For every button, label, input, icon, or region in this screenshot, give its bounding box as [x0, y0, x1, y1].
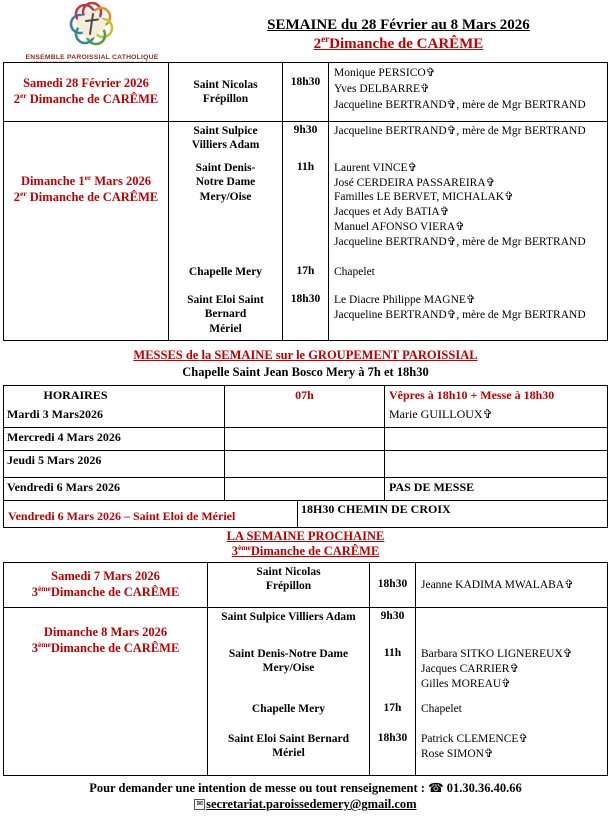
intention-line: Monique PERSICO✞ [334, 67, 436, 79]
intentions-cell [416, 700, 607, 730]
intention-line: Familles LE BERVET, MICHALAK✞ [334, 191, 514, 204]
mass-entry [169, 63, 607, 121]
phone-number: 01.30.36.40.66 [446, 781, 522, 795]
date-line [4, 190, 168, 206]
ordinal-suffix: ème [37, 639, 51, 649]
mass-entry [169, 159, 607, 263]
church-cell [169, 263, 283, 291]
mass-entry [208, 608, 607, 645]
ordinal-suffix: ème [237, 542, 251, 552]
time-cell: 18h30 [283, 291, 329, 340]
church-line: Villiers Adam [191, 139, 260, 152]
intentions-cell [416, 645, 607, 700]
church-cell [208, 645, 370, 700]
date-cell [4, 63, 169, 121]
text-segment: Samedi 7 Mars 2026 [51, 569, 160, 583]
church-cell [208, 730, 370, 775]
mass-row [4, 607, 607, 775]
mass-entries [208, 563, 607, 607]
mass-entries [208, 608, 607, 775]
intention-line: Yves DELBARRE✞ [334, 83, 430, 96]
time-cell: 18h30 [283, 63, 329, 121]
church-cell [208, 563, 370, 607]
intention-line: Laurent VINCE✞ [334, 162, 418, 174]
text-segment: 3 [31, 640, 38, 655]
church-line: Saint Eloi Saint [187, 294, 264, 306]
intention-line: Manuel AFONSO VIERA✞ [334, 220, 465, 233]
day-cell: Mercredi 4 Mars 2026 [4, 428, 225, 450]
mass-entry [169, 291, 607, 340]
horaires-row [4, 427, 607, 450]
intention-line: Gilles MOREAU✞ [421, 677, 511, 690]
date-line [4, 585, 207, 601]
time-cell: 9h30 [283, 122, 329, 159]
email-icon: ✉ [196, 799, 204, 809]
cell-07h [225, 451, 385, 477]
intentions-cell [329, 122, 607, 159]
week-subtitle [190, 36, 607, 53]
intention-line: Jeanne KADIMA MWALABA✞ [421, 579, 574, 591]
church-line: Mery/Oise [262, 662, 315, 675]
mass-entries [169, 122, 607, 340]
church-line: Mériel [272, 747, 305, 760]
church-line: Frépillon [265, 580, 312, 593]
horaires-table [3, 385, 608, 528]
horaires-body [4, 405, 607, 527]
cell-07h [225, 405, 385, 427]
special-day-cell: Vendredi 6 Mars 2026 – Saint Eloi de Mériel [4, 501, 298, 527]
cell-07h [225, 428, 385, 450]
next-week-section-title: LA SEMAINE PROCHAINE [226, 529, 385, 543]
next-week-section-subtitle [0, 544, 611, 559]
text-segment: Dimanche de CARÊME [250, 544, 380, 558]
intention-line: Chapelet [334, 266, 375, 278]
cell-vepres [385, 428, 607, 450]
time-cell: 11h [370, 645, 416, 700]
church-line: Saint Sulpice [193, 125, 258, 137]
text-segment: Samedi 28 Février 2026 [23, 76, 149, 91]
intention-line: Jacqueline BERTRAND✞, mère de Mgr BERTRAND [334, 308, 586, 321]
church-line: Bernard [204, 308, 247, 321]
text-segment: Dimanche 1 [21, 174, 85, 188]
rosette-cross-icon [59, 2, 125, 48]
church-line: Notre Dame [195, 176, 256, 189]
text-segment: Dimanche de CARÊME [26, 92, 159, 106]
church-line: Frépillon [202, 93, 249, 105]
ordinal-suffix: er [321, 34, 330, 44]
day-cell: Mardi 3 Mars2026 [4, 405, 225, 427]
ordinal-suffix: er [19, 188, 27, 198]
text-segment: Dimanche de CARÊME [329, 36, 484, 52]
church-line: Saint Denis- [195, 162, 256, 174]
date-line [4, 641, 207, 657]
church-cell [169, 159, 283, 263]
messes-section-subtitle: Chapelle Saint Jean Bosco Mery à 7h et 18h30 [182, 365, 429, 379]
cell-vepres [385, 451, 607, 477]
ordinal-suffix: ème [37, 583, 51, 593]
mass-row [4, 563, 607, 607]
date-line [4, 625, 207, 641]
mass-row [4, 63, 607, 121]
intention-line: Jacqueline BERTRAND✞, mère de Mgr BERTRAND [334, 125, 586, 137]
next-week-mass-table [3, 562, 608, 776]
text-segment: 3 [231, 544, 238, 558]
ordinal-suffix: er [19, 90, 27, 100]
parish-logo [8, 2, 176, 67]
mass-entry [208, 563, 607, 607]
contact-line [0, 780, 611, 796]
intention-line: Jacqueline BERTRAND✞, mère de Mgr BERTRAND [334, 99, 586, 112]
week-title: SEMAINE du 28 Février au 8 Mars 2026 [267, 17, 530, 33]
date-cell [4, 122, 169, 340]
text-segment: Mars 2026 [91, 174, 151, 188]
logo-org-name: ENSEMBLE PAROISSIAL CATHOLIQUE [25, 54, 159, 61]
date-cell [4, 608, 208, 775]
church-cell [169, 122, 283, 159]
time-cell: 18h30 [370, 730, 416, 775]
intentions-cell [329, 63, 607, 121]
intentions-cell [329, 263, 607, 291]
contact-text: Pour demander une intention de messe ou tout renseignement : [89, 781, 425, 795]
date-line [4, 569, 207, 585]
church-line: Saint Eloi Saint Bernard [227, 733, 350, 745]
mass-entry [208, 700, 607, 730]
horaires-row [4, 405, 607, 427]
intention-line: Le Diacre Philippe MAGNE✞ [334, 294, 476, 306]
date-cell [4, 563, 208, 607]
email-line [0, 796, 611, 812]
horaires-header-07h: 07h [225, 386, 385, 405]
time-cell: 11h [283, 159, 329, 263]
time-cell: 17h [370, 700, 416, 730]
intentions-cell [416, 608, 607, 645]
church-line: Saint Denis-Notre Dame [228, 648, 349, 660]
text-segment: 3 [31, 584, 38, 599]
phone-icon: ☎ [428, 780, 444, 795]
intention-line: Jacqueline BERTRAND✞, mère de Mgr BERTRAND [334, 235, 586, 248]
text-segment: Dimanche de CARÊME [50, 640, 180, 655]
church-line: Saint Sulpice Villiers Adam [221, 611, 356, 623]
horaires-row [4, 450, 607, 477]
mass-entries [169, 63, 607, 121]
intention-line: Jacques et Ady BATIA✞ [334, 206, 450, 219]
week-mass-table [3, 62, 608, 341]
special-value-cell: 18H30 CHEMIN DE CROIX [301, 502, 451, 516]
church-line: Chapelle Mery [251, 703, 326, 715]
intention-line: Jacques CARRIER✞ [421, 662, 520, 675]
intentions-cell [329, 291, 607, 340]
mass-row [4, 121, 607, 340]
horaires-header-row [4, 386, 607, 405]
church-line: Saint Nicolas [256, 566, 321, 578]
email-link[interactable]: secretariat.paroissedemery@gmail.com [206, 797, 417, 812]
date-line [4, 92, 168, 108]
cell-vepres: Marie GUILLOUX✞ [389, 407, 493, 421]
ordinal-suffix: er [84, 172, 92, 182]
time-cell: 9h30 [370, 608, 416, 645]
time-cell: 17h [283, 263, 329, 291]
mass-entry [169, 122, 607, 159]
text-segment: 2 [13, 189, 20, 204]
church-line: Chapelle Mery [188, 266, 263, 278]
intention-line: Patrick CLEMENCE✞ [421, 733, 529, 745]
intention-line: José CERDEIRA PASSAREIRA✞ [334, 176, 496, 189]
horaires-row [4, 477, 607, 500]
church-cell [169, 63, 283, 121]
church-line: Mery/Oise [199, 190, 252, 203]
messes-section-title: MESSES de la SEMAINE sur le GROUPEMENT PAROISSIAL [133, 348, 478, 362]
intention-line: Barbara SITKO LIGNEREUX✞ [421, 648, 573, 660]
horaires-header-label: HORAIRES [4, 386, 225, 405]
day-cell: Jeudi 5 Mars 2026 [4, 451, 225, 477]
church-cell [208, 700, 370, 730]
intention-line: Rose SIMON✞ [421, 747, 494, 760]
mass-entry [208, 645, 607, 700]
day-cell: Vendredi 6 Mars 2026 [4, 478, 225, 500]
mass-entry [208, 730, 607, 775]
intentions-cell [416, 563, 607, 607]
intention-line: Chapelet [421, 703, 462, 715]
mass-entry [169, 263, 607, 291]
church-line: Saint Nicolas [193, 78, 258, 91]
date-line [4, 174, 168, 190]
church-cell [169, 291, 283, 340]
time-cell: 18h30 [370, 563, 416, 607]
date-line [4, 76, 168, 92]
footer [0, 780, 611, 813]
text-segment: 2 [313, 36, 322, 52]
text-segment: Dimanche de CARÊME [50, 584, 180, 599]
intentions-cell [416, 730, 607, 775]
text-segment: Dimanche de CARÊME [26, 189, 159, 204]
intentions-cell [329, 159, 607, 263]
cell-vepres: PAS DE MESSE [389, 480, 475, 494]
text-segment: Dimanche 8 Mars 2026 [43, 625, 168, 639]
chemin-de-croix-row [4, 500, 607, 527]
cell-07h [225, 478, 385, 500]
horaires-header-vepres: Vêpres à 18h10 + Messe à 18h30 [389, 388, 555, 402]
header [190, 17, 607, 53]
church-line: Mériel [209, 322, 242, 335]
text-segment: 2 [13, 92, 20, 106]
church-cell [208, 608, 370, 645]
